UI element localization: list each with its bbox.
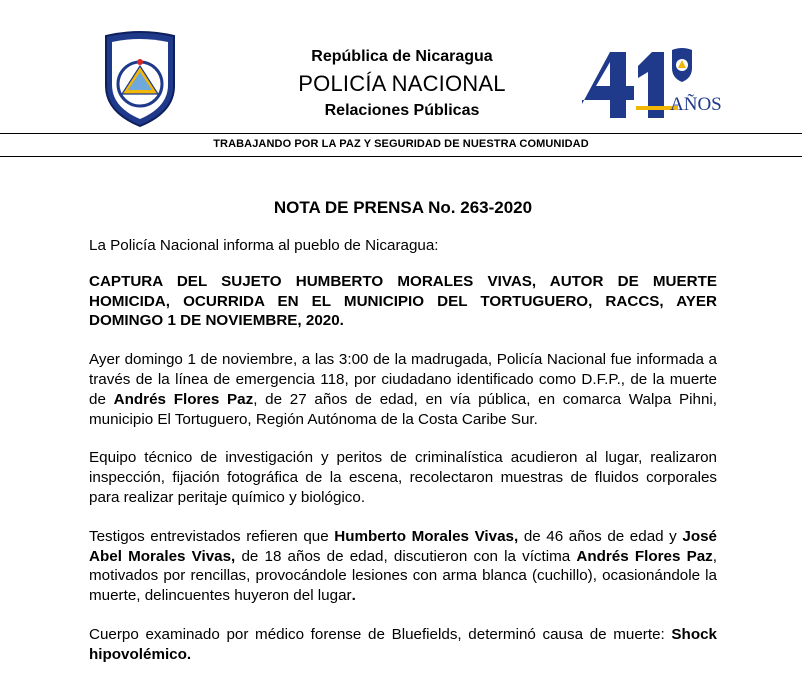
anniversary-41-logo bbox=[576, 44, 722, 124]
letterhead bbox=[0, 0, 802, 160]
document-title: NOTA DE PRENSA No. 263-2020 bbox=[273, 198, 533, 217]
motto: TRABAJANDO POR LA PAZ Y SEGURIDAD DE NUESTRA COMUNIDAD bbox=[213, 138, 589, 150]
victim-name: Andrés Flores Paz bbox=[113, 390, 254, 408]
paragraph-1 bbox=[89, 350, 717, 429]
anniversary-label: AÑOS bbox=[670, 94, 722, 115]
p3-text-g: , motivados por rencillas, provocándole lesiones con arma blanca (cuchillo), ocasionándole la muerte, delincuentes huyeron del lugar bbox=[89, 547, 718, 605]
paragraph-4 bbox=[89, 625, 717, 665]
p1-text-a: Ayer domingo 1 de noviembre, a las 3:00 de la madrugada, Policía Nacional fue informada a través de la línea de emergencia 118, por ciudadano identificado como D.F.P., de la muerte de bbox=[89, 351, 717, 408]
country-name: República de Nicaragua bbox=[311, 48, 493, 65]
p3-text-e: de 18 años de edad, discutieron con la víctima bbox=[235, 547, 577, 565]
press-release-body bbox=[89, 196, 717, 684]
p3-period: . bbox=[351, 587, 356, 605]
suspect-2-name: José Abel Morales Vivas, bbox=[89, 527, 717, 565]
headline: CAPTURA DEL SUJETO HUMBERTO MORALES VIVAS, AUTOR DE MUERTE HOMICIDA, OCURRIDA EN EL MUNICIPIO DEL TORTUGUERO, RACCS, AYER DOMINGO 1 DE NOVIEMBRE, 2020. bbox=[89, 272, 717, 330]
header-rule-top bbox=[0, 133, 802, 134]
p3-text-a: Testigos entrevistados refieren que bbox=[89, 527, 335, 545]
policia-nacional-badge-logo bbox=[100, 28, 180, 128]
paragraph-3 bbox=[89, 527, 717, 606]
intro-line: La Policía Nacional informa al pueblo de Nicaragua: bbox=[89, 237, 439, 254]
p1-text-c: , de 27 años de edad, en vía pública, en comarca Walpa Pihni, municipio El Tortuguero, Región Autónoma de la Costa Caribe Sur. bbox=[89, 390, 717, 428]
institution-heading bbox=[250, 45, 554, 123]
badge-shield-icon bbox=[100, 28, 180, 128]
cause-of-death: Shock hipovolémico. bbox=[89, 625, 717, 663]
victim-name-2: Andrés Flores Paz bbox=[576, 547, 713, 565]
header-rule-bottom bbox=[0, 156, 802, 157]
institution-name: POLICÍA NACIONAL bbox=[298, 71, 506, 96]
p4-text-a: Cuerpo examinado por médico forense de Bluefields, determinó causa de muerte: bbox=[89, 625, 672, 643]
department-name: Relaciones Públicas bbox=[324, 102, 480, 119]
p3-text-c: de 46 años de edad y bbox=[518, 527, 683, 545]
suspect-1-name: Humberto Morales Vivas, bbox=[334, 527, 519, 545]
paragraph-2: Equipo técnico de investigación y peritos de criminalística acudieron al lugar, realizaron inspección, fijación fotográfica de la escena, recolectaron muestras de fluidos corporales para realizar peritaje químico y biológico. bbox=[89, 449, 717, 506]
